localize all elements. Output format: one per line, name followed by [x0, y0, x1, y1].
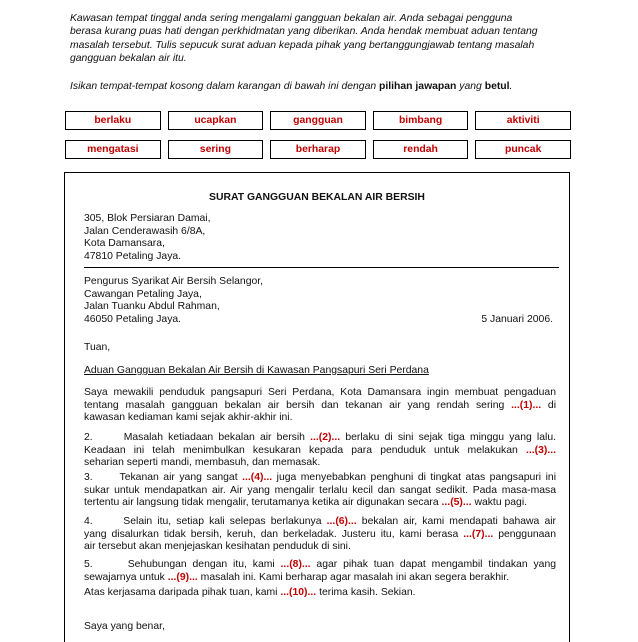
paragraph-2 — [84, 432, 556, 470]
divider — [84, 267, 559, 268]
word-choice: berharap — [270, 140, 366, 159]
letter-subject: Aduan Gangguan Bekalan Air Bersih di Kawasan Pangsapuri Seri Perdana — [84, 365, 429, 376]
address-line: Cawangan Petaling Jaya, — [84, 288, 202, 300]
letter-title: SURAT GANGGUAN BEKALAN AIR BERSIH — [209, 192, 425, 203]
text-line: juga menyebabkan penghuni di tingkat atas pangsapuri ini — [272, 472, 556, 483]
instruction-text: Isikan tempat-tempat kosong dalam karangan di bawah ini dengan — [70, 81, 380, 92]
address-line: Jalan Cenderawasih 6/8A, — [84, 225, 206, 237]
blank-7: ...(7)... — [463, 528, 494, 540]
letter-date: 5 Januari 2006. — [481, 314, 553, 325]
text-line: sewajarnya untuk — [84, 571, 168, 583]
text-line: di — [541, 399, 556, 411]
address-line: Pengurus Syarikat Air Bersih Selangor, — [84, 276, 264, 287]
text-line: air tersebut akan menjejaskan kesihatan penduduk di sini. — [84, 541, 351, 553]
paragraph-4 — [84, 516, 556, 554]
text-line: seharian seperti mandi, membasuh, dan memasak. — [84, 457, 321, 469]
word-choice: puncak — [475, 140, 571, 159]
word-choice: mengatasi — [65, 140, 161, 159]
word-choice: berlaku — [65, 111, 161, 130]
text-line: Keadaan ini telah menimbulkan kesukaran kepada para penduduk untuk melakukan — [84, 444, 526, 456]
address-line: 46050 Petaling Jaya. — [84, 313, 182, 325]
address-line: Jalan Tuanku Abdul Rahman, — [84, 301, 220, 313]
text-line: penggunaan — [493, 528, 556, 540]
blank-5: ...(5)... — [441, 497, 472, 509]
text-line: sukar untuk mendapatkan air. Air yang mengalir terlalu kecil dan sangat sedikit. Pada masa-masa — [84, 484, 556, 496]
salutation: Tuan, — [84, 342, 111, 353]
blank-9: ...(9)... — [167, 571, 198, 583]
word-choice: gangguan — [270, 111, 366, 130]
intro-line: gangguan bekalan air itu. — [70, 53, 187, 65]
text-line: 2. Masalah ketiadaan bekalan air bersih — [84, 432, 311, 443]
paragraph-5 — [84, 559, 556, 584]
text-line: Saya mewakili penduduk pangsapuri Seri Perdana, Kota Damansara ingin membuat pengaduan — [84, 387, 556, 398]
word-choice: sering — [168, 140, 264, 159]
instruction-text: . — [509, 81, 513, 92]
text-line: waktu pagi. — [471, 497, 528, 509]
paragraph-1 — [84, 387, 556, 425]
instruction-bold: pilihan jawapan — [379, 81, 457, 92]
letter-box — [64, 172, 570, 642]
text-line: tertentu air langsung tidak mengalir, terutamanya ketika air digunakan secara — [84, 497, 442, 509]
paragraph-3 — [84, 472, 556, 510]
word-choice: rendah — [373, 140, 469, 159]
blank-6: ...(6)... — [326, 516, 357, 527]
blank-1: ...(1)... — [511, 399, 542, 411]
word-choice: aktiviti — [475, 111, 571, 130]
blank-8: ...(8)... — [280, 559, 311, 570]
address-line: Kota Damansara, — [84, 238, 165, 250]
instruction — [70, 81, 570, 92]
closing: Saya yang benar, — [84, 621, 165, 632]
text-line: bekalan air, kami mendapati bahawa air — [356, 516, 556, 527]
text-line: 3. Tekanan air yang sangat — [84, 472, 243, 483]
text-line: agar pihak tuan dapat mengambil tindakan yang — [310, 559, 556, 570]
instruction-bold: betul — [484, 81, 510, 92]
intro-line: masalah tersebut. Tulis sepucuk surat aduan kepada pihak yang bertanggungjawab tentang masalah — [70, 39, 535, 51]
word-choices — [65, 111, 571, 159]
text-line: kawasan kediaman kami sejak akhir-akhir ini. — [84, 412, 293, 424]
blank-2: ...(2)... — [310, 432, 341, 443]
blank-4: ...(4)... — [242, 472, 273, 483]
text-line: Atas kerjasama daripada pihak tuan, kami — [84, 587, 281, 598]
word-choice: bimbang — [373, 111, 469, 130]
address-line: 305, Blok Persiaran Damai, — [84, 213, 211, 224]
blank-3: ...(3)... — [525, 444, 556, 456]
text-line: 5. Sehubungan dengan itu, kami — [84, 559, 281, 570]
text-line: terima kasih. Sekian. — [316, 587, 416, 598]
intro-line: berasa kurang puas hati dengan perkhidmatan yang diberikan. Anda hendak membuat aduan tentang — [70, 26, 538, 38]
text-line: berlaku di sini sejak tiga minggu yang lalu. — [340, 432, 556, 443]
text-line: 4. Selain itu, setiap kali selepas berlakunya — [84, 516, 327, 527]
text-line: masalah ini. Kami berharap agar masalah ini akan segera berakhir. — [197, 571, 510, 583]
sender-address — [84, 213, 554, 263]
blank-10: ...(10)... — [280, 587, 317, 598]
thanks-line — [84, 587, 556, 600]
text-line: tentang masalah gangguan bekalan air bersih dan tekanan air yang rendah sering — [84, 399, 512, 411]
instruction-text: yang — [456, 81, 485, 92]
question-intro — [70, 12, 566, 66]
word-choice: ucapkan — [168, 111, 264, 130]
intro-line: Kawasan tempat tinggal anda sering mengalami gangguan bekalan air. Anda sebagai pengguna — [70, 13, 513, 24]
address-line: 47810 Petaling Jaya. — [84, 250, 182, 262]
text-line: yang disalurkan tidak bersih, keruh, dan berkeladak. Justeru itu, kami berasa — [84, 528, 464, 540]
